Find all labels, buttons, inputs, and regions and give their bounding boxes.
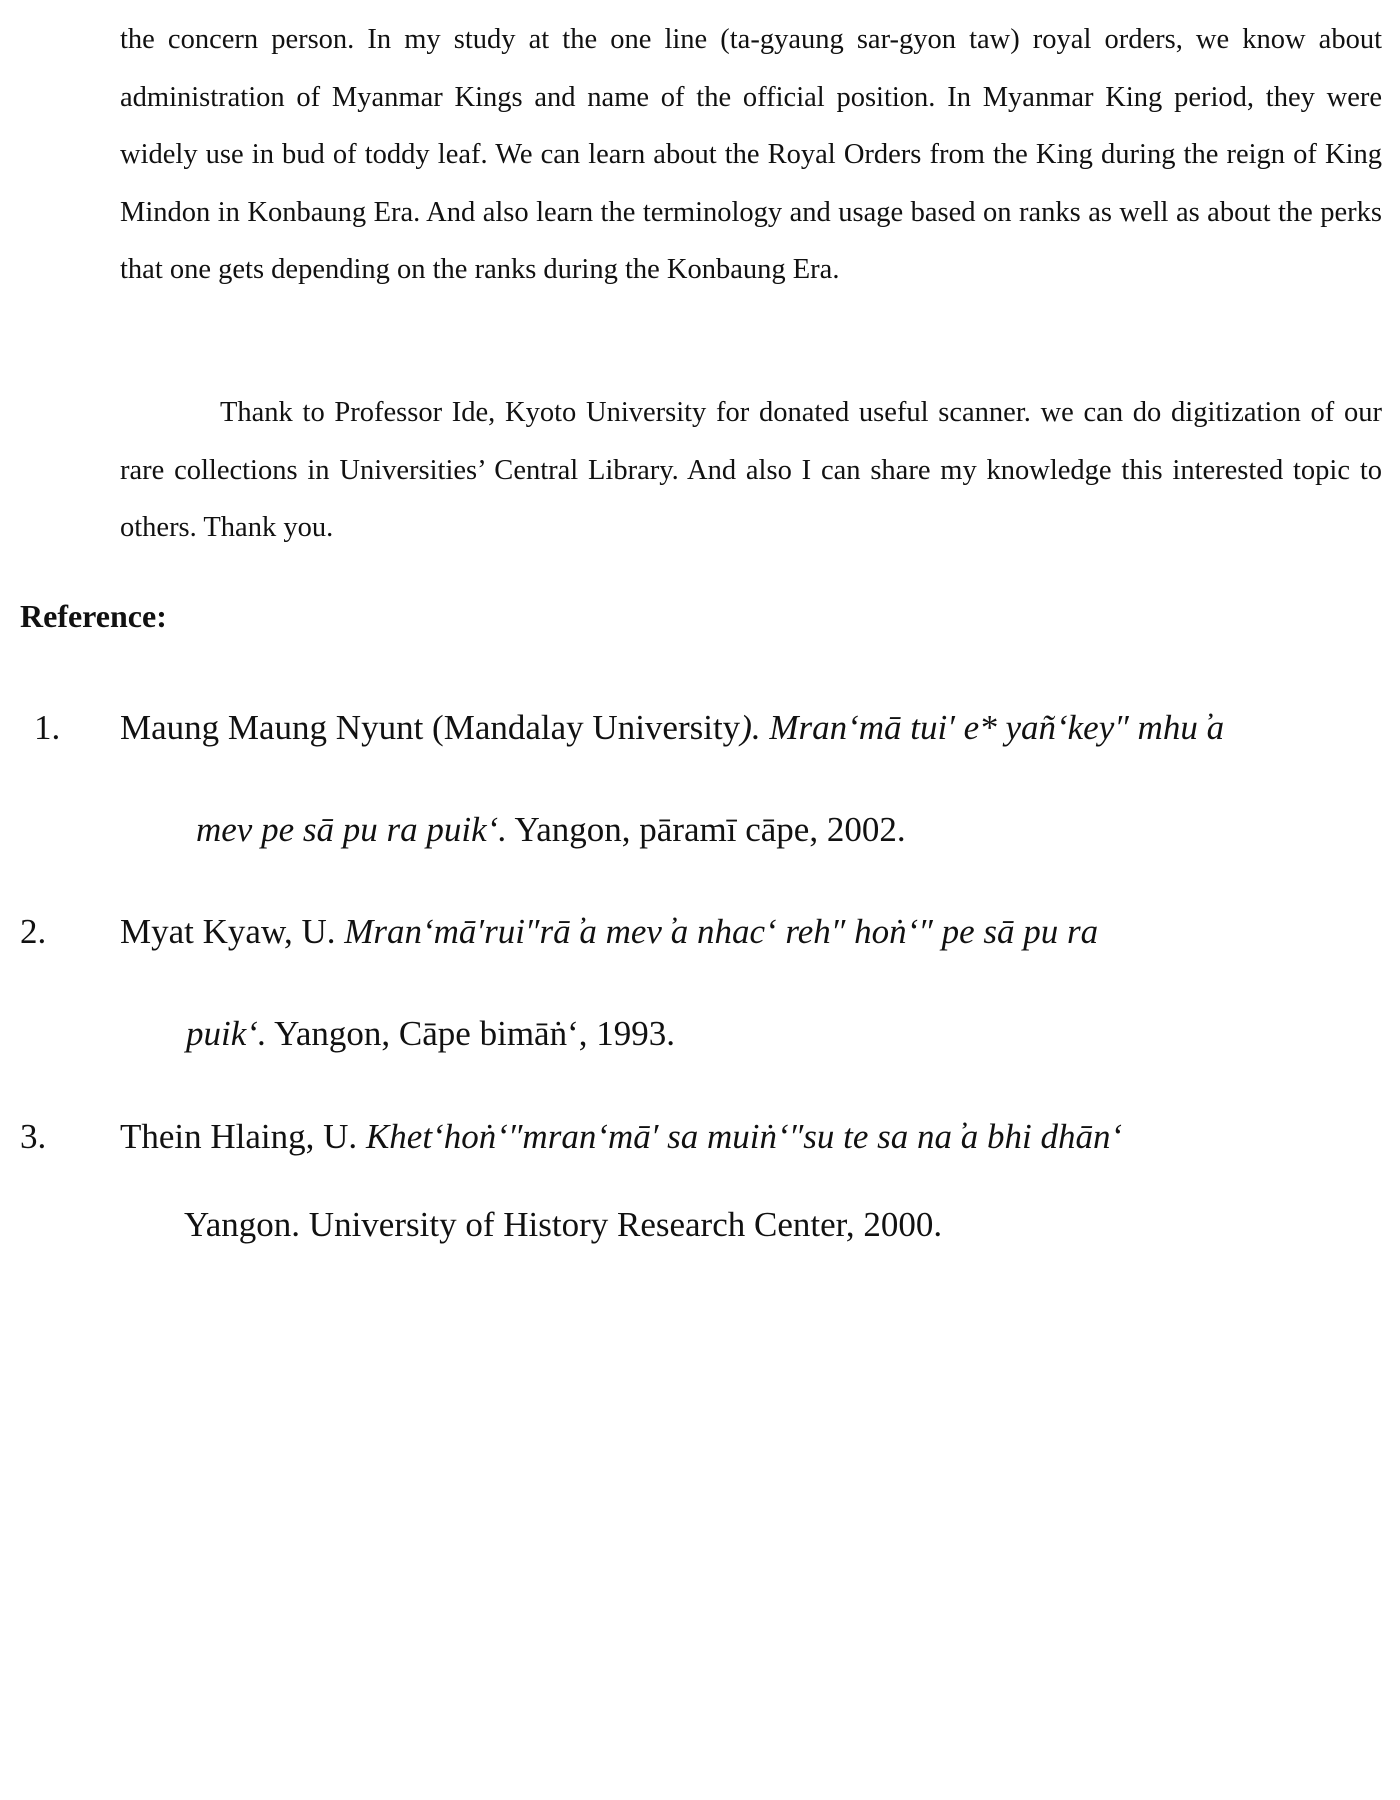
reference-line [184, 1202, 942, 1248]
reference-title: ). Mran‘mā tui′ e* yañ‘key″ mhu ̓a [740, 708, 1225, 747]
reference-author: Thein Hlaing, U. [120, 1117, 366, 1156]
reference-title: Khet‘hoṅ‘″mran‘mā′ sa muiṅ‘″su te sa na ̓a bhi dhān‘ [365, 1117, 1123, 1156]
body-paragraph: the concern person. In my study at the one line (ta-gyaung sar-gyon taw) royal orders, we know about administration of Myanmar Kings and name of the official position. In Myanmar King period, they were widely use in bud of toddy leaf. We can learn about the Royal Orders from the King during the reign of King Mindon in Konbaung Era. And also learn the terminology and usage based on ranks as well as about the perks that one gets depending on the ranks during the Konbaung Era. [120, 24, 1382, 285]
reference-title: mev pe sā pu ra puik‘. [196, 810, 508, 849]
reference-title: puik‘. [186, 1014, 267, 1053]
reference-title: Mran‘mā′rui″rā ̓a mev ̓a nhac‘ reh″ hoṅ‘″ pe sā pu ra [344, 912, 1099, 951]
reference-publication: Yangon, Cāpe bimāṅ‘, 1993. [266, 1014, 675, 1053]
reference-publication: Yangon. University of History Research Center, 2000. [184, 1205, 943, 1244]
reference-author: Maung Maung Nyunt (Mandalay University [120, 708, 741, 747]
reference-author: Myat Kyaw, U. [120, 912, 345, 951]
reference-line [120, 1114, 1122, 1160]
reference-line [186, 1011, 675, 1057]
reference-line [196, 807, 906, 853]
reference-publication: Yangon, pāramī cāpe, 2002. [507, 810, 906, 849]
reference-line [120, 705, 1224, 751]
acknowledgement-paragraph: Thank to Professor Ide, Kyoto University for donated useful scanner. we can do digitization of our rare collections in Universities’ Central Library. And also I can share my knowledge this interested topic to others. Thank you. [120, 397, 1382, 543]
reference-number: 1. [34, 708, 61, 747]
reference-number: 3. [20, 1117, 47, 1156]
reference-heading: Reference: [20, 598, 167, 634]
reference-number: 2. [20, 912, 47, 951]
reference-line [120, 909, 1098, 955]
